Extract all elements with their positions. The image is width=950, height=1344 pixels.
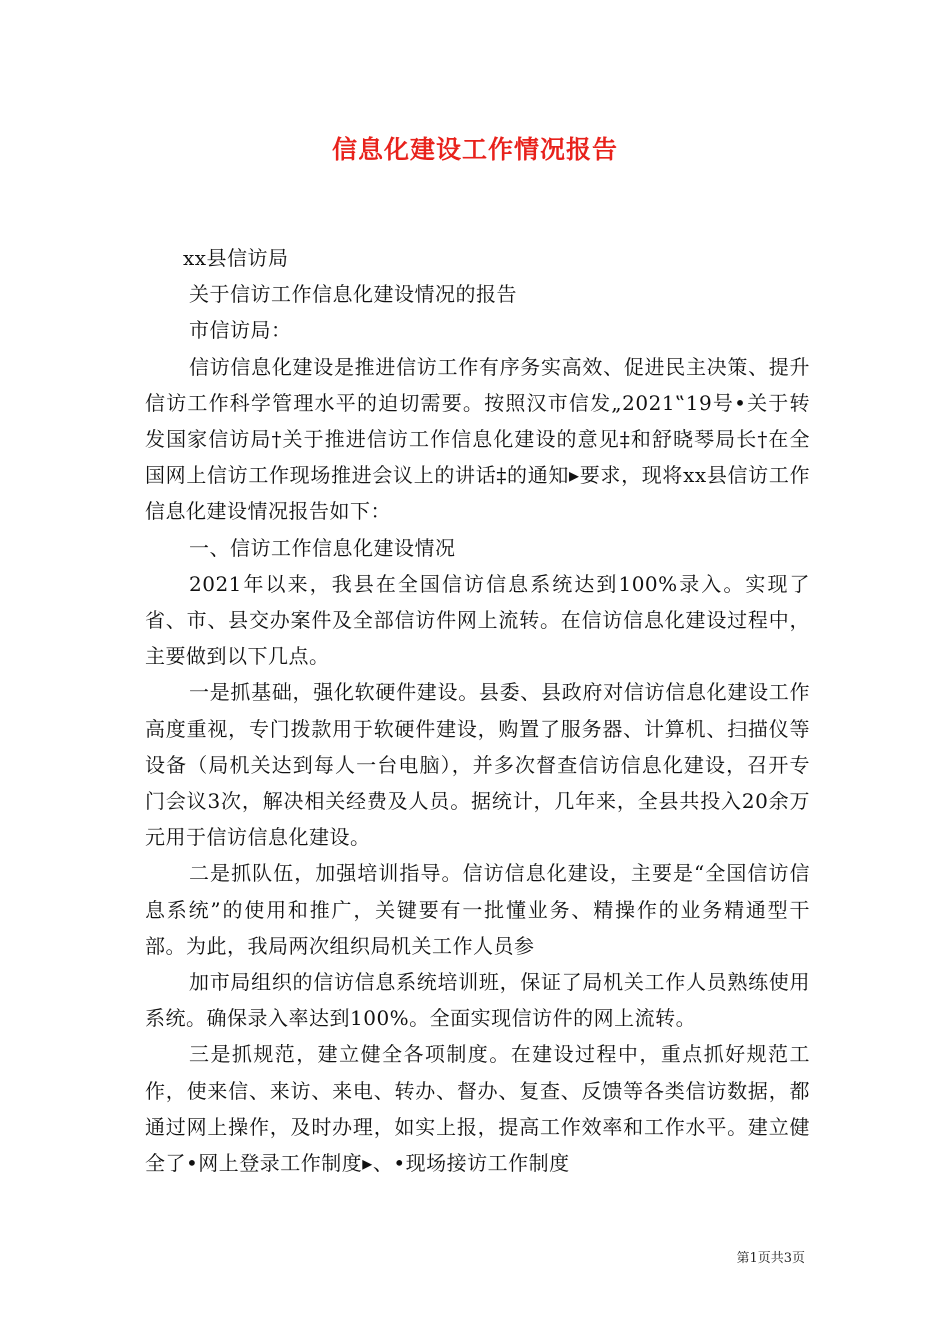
body-paragraph: 2021年以来，我县在全国信访信息系统达到100%录入。实现了省、市、县交办案件及全部信访件网上流转。在信访信息化建设过程中，主要做到以下几点。 bbox=[145, 571, 810, 669]
body-paragraph: 二是抓队伍，加强培训指导。信访信息化建设，主要是“全国信访信息系统”的使用和推广，关键要有一批懂业务、精操作的业务精通型干部。为此，我局两次组织局机关工作人员参 bbox=[145, 861, 810, 958]
body-paragraph: 一是抓基础，强化软硬件建设。县委、县政府对信访信息化建设工作高度重视，专门拨款用于软硬件建设，购置了服务器、计算机、扫描仪等设备（局机关达到每人一台电脑），并多次督查信访信息化建设，召开专门会议3次，解决相关经费及人员。据统计，几年来，全县共投入20余万元用于信访信息化建设。 bbox=[145, 680, 810, 850]
intro-paragraph: 信访信息化建设是推进信访工作有序务实高效、促进民主决策、提升信访工作科学管理水平的迫切需要。按照汉市信发„2021‟19号•关于转发国家信访局†关于推进信访工作信息化建设的意见‡和舒晓琴局长†在全国网上信访工作现场推进会议上的讲话‡的通知▸要求，现将xx县信访工作信息化建设情况报告如下： bbox=[145, 354, 810, 524]
body-paragraph: 三是抓规范，建立健全各项制度。在建设过程中，重点抓好规范工作，使来信、来访、来电、转办、督办、复查、反馈等各类信访数据，都通过网上操作，及时办理，如实上报，提高工作效率和工作水平。建立健全了•网上登录工作制度▸、•现场接访工作制度 bbox=[145, 1042, 810, 1176]
document-title: 信息化建设工作情况报告 bbox=[331, 135, 618, 164]
report-subject: 关于信访工作信息化建设情况的报告 bbox=[189, 282, 517, 307]
sender-organization: xx县信访局 bbox=[183, 246, 289, 270]
section-heading: 一、信访工作信息化建设情况 bbox=[189, 535, 456, 560]
document-body bbox=[145, 240, 810, 1181]
body-paragraph: 加市局组织的信访信息系统培训班，保证了局机关工作人员熟练使用系统。确保录入率达到100%。全面实现信访件的网上流转。 bbox=[145, 970, 810, 1031]
recipient-salutation: 市信访局： bbox=[189, 318, 292, 343]
page-number: 第1页共3页 bbox=[736, 1251, 805, 1266]
